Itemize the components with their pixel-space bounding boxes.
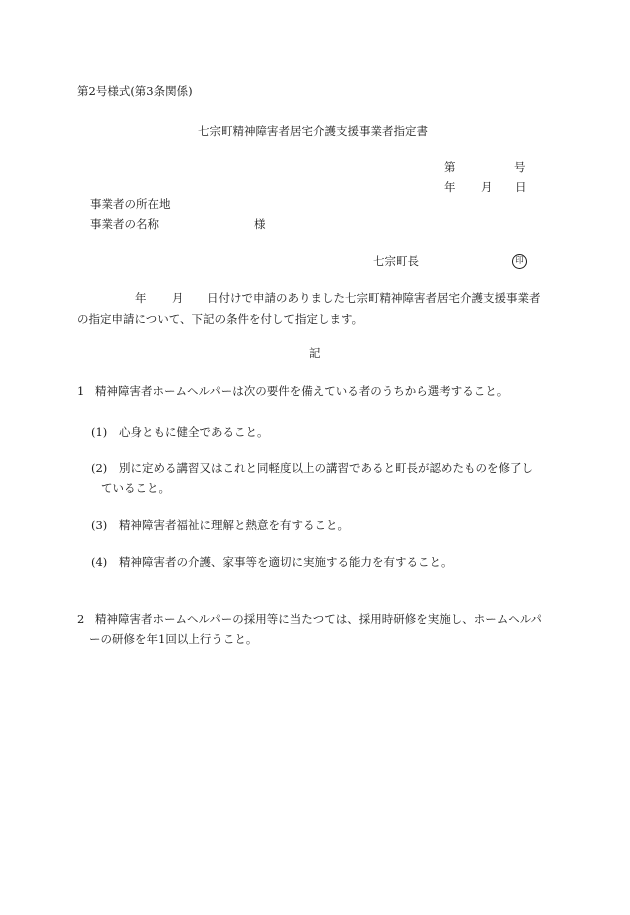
- addressee-honorific: 様: [254, 217, 266, 231]
- sub-condition-2-line2: ていること。: [101, 481, 170, 495]
- body-line2: の指定申請について、下記の条件を付して指定します。: [77, 312, 364, 326]
- issuer-name: 七宗町長: [373, 254, 419, 268]
- ki-heading: 記: [309, 346, 321, 360]
- seal-icon: 印: [512, 254, 527, 269]
- body-line1: 日付けで申請のありました七宗町精神障害者居宅介護支援事業者: [207, 291, 541, 305]
- condition-2-number: 2: [77, 612, 85, 626]
- document-title: 七宗町精神障害者居宅介護支援事業者指定書: [198, 124, 428, 138]
- sub-condition-1-text: 心身ともに健全であること。: [119, 425, 269, 439]
- sub-condition-3-number: (3): [91, 518, 108, 532]
- date-year: 年: [444, 180, 456, 194]
- sub-condition-2-number: (2): [91, 461, 108, 475]
- form-label: 第2号様式(第3条関係): [77, 84, 193, 98]
- sub-condition-3-text: 精神障害者福祉に理解と熱意を有すること。: [119, 518, 349, 532]
- condition-1-number: 1: [77, 384, 85, 398]
- condition-2-line2: ーの研修を年1回以上行うこと。: [89, 632, 258, 646]
- sub-condition-4-number: (4): [91, 555, 108, 569]
- number-suffix: 号: [514, 160, 526, 174]
- addressee-name: 事業者の名称: [90, 217, 159, 231]
- number-prefix: 第: [444, 160, 456, 174]
- date-month: 月: [481, 180, 493, 194]
- date-day: 日: [515, 180, 527, 194]
- condition-1-text: 精神障害者ホームヘルパーは次の要件を備えている者のうちから選考すること。: [95, 384, 509, 398]
- sub-condition-4-text: 精神障害者の介護、家事等を適切に実施する能力を有すること。: [119, 555, 453, 569]
- body-year: 年: [135, 291, 147, 305]
- sub-condition-2-line1: 別に定める講習又はこれと同軽度以上の講習であると町長が認めたものを修了し: [119, 461, 533, 475]
- body-month: 月: [172, 291, 184, 305]
- sub-condition-1-number: (1): [91, 425, 108, 439]
- addressee-location: 事業者の所在地: [90, 197, 171, 211]
- condition-2-line1: 精神障害者ホームヘルパーの採用等に当たつては、採用時研修を実施し、ホームヘルパ: [95, 612, 542, 626]
